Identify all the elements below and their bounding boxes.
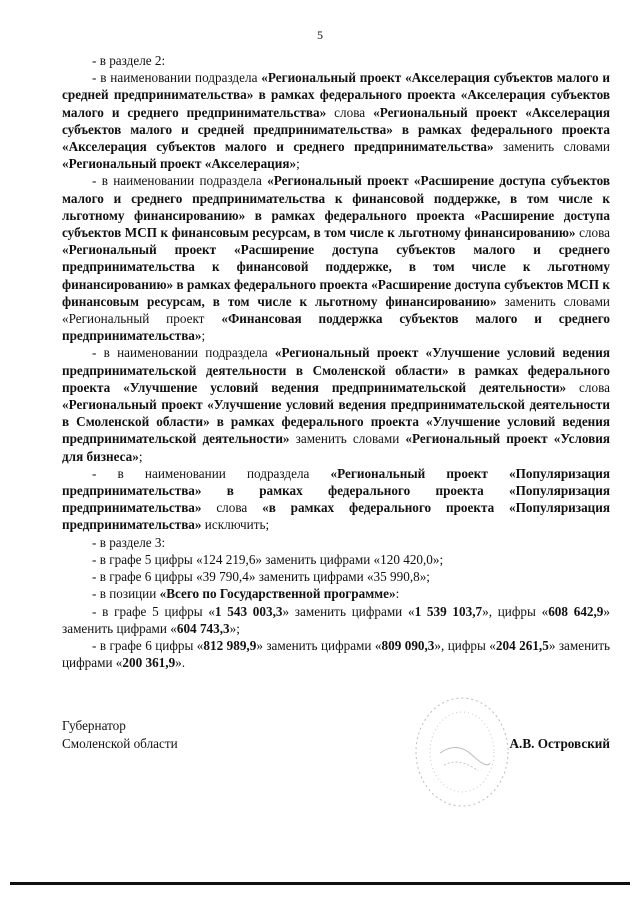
- text-run: исключить;: [201, 517, 270, 533]
- text-run: - в графе 6 цифры «39 790,4» заменить цифрами «35 990,8»;: [92, 569, 430, 585]
- text-run: - в позиции: [92, 586, 160, 602]
- text-run: », цифры «: [482, 603, 549, 619]
- text-run: - в наименовании подраздела: [92, 345, 275, 361]
- text-run: » заменить цифрами «: [282, 603, 415, 619]
- bold-text: «в рамках федерального проекта «Популяризация предпринимательства»: [62, 500, 610, 533]
- text-run: » заменить цифрами «: [256, 637, 382, 653]
- paragraph: [62, 69, 610, 172]
- bold-text: 604 743,3: [176, 620, 230, 636]
- text-run: слова: [575, 225, 611, 241]
- bold-text: «Региональный проект «Улучшение условий ведения предпринимательской деятельности в Смоленской области» в рамках федерального проекта «Улучшение условий ведения предпринимательской деятельности»: [62, 345, 610, 395]
- bold-text: «Региональный проект «Популяризация предпринимательства» в рамках федерального проекта «Популяризация предпринимательства»: [62, 465, 610, 516]
- signature-block: [62, 717, 610, 753]
- text-run: :: [395, 586, 400, 602]
- text-run: ;: [201, 328, 206, 344]
- document-body: [62, 52, 610, 671]
- bottom-rule: [10, 882, 630, 885]
- text-run: слова: [326, 104, 374, 120]
- paragraph: [62, 52, 610, 69]
- bold-text: «Финансовая поддержка субъектов малого и среднего предпринимательства»: [62, 311, 610, 344]
- bold-text: 200 361,9: [122, 655, 176, 671]
- text-run: ;: [296, 156, 300, 172]
- paragraph: [62, 172, 610, 344]
- bold-text: 1 539 103,7: [414, 603, 483, 619]
- bold-text: «Региональный проект «Улучшение условий ведения предпринимательской деятельности в Смоленской области» в рамках федерального проекта «Улучшение условий ведения предпринимательской деятельности»: [62, 397, 610, 447]
- bold-text: «Региональный проект «Расширение доступа субъектов малого и среднего предпринимательства к финансовой поддержке, в том числе к льготному финансированию» в рамках федерального проекта «Расширение доступа субъектов МСП к финансовым ресурсам, в том числе к льготному финансированию»: [62, 242, 610, 309]
- paragraph: [62, 568, 610, 585]
- paragraph: [62, 551, 610, 568]
- paragraph: [62, 465, 610, 534]
- text-run: слова: [201, 500, 263, 516]
- bold-text: 204 261,5: [495, 637, 549, 653]
- bold-text: «Региональный проект «Расширение доступа субъектов малого и среднего предпринимательства к финансовой поддержке, в том числе к льготному финансированию» в рамках федерального проекта «Расширение доступа субъектов МСП к финансовым ресурсам, в том числе к льготному финансированию»: [62, 173, 610, 241]
- text-run: - в разделе 3:: [92, 534, 166, 550]
- region-name: Смоленской области: [62, 736, 178, 751]
- bold-text: «Региональный проект «Акселерация субъектов малого и средней предпринимательства» в рамках федерального проекта «Акселерация субъектов малого и среднего предпринимательства»: [62, 70, 610, 120]
- page-number: 5: [317, 28, 323, 42]
- bold-text: 608 642,9: [548, 603, 604, 619]
- text-run: заменить словами: [289, 431, 406, 447]
- text-run: - в наименовании подраздела: [92, 465, 331, 481]
- paragraph: [62, 603, 610, 637]
- text-run: слова: [566, 379, 610, 395]
- paragraph: [62, 637, 610, 671]
- text-run: ;: [138, 448, 143, 464]
- text-run: ».: [175, 655, 186, 671]
- text-run: » заменить цифрами «: [62, 603, 610, 636]
- text-run: »;: [229, 620, 240, 636]
- text-run: - в разделе 2:: [92, 53, 166, 68]
- text-run: », цифры «: [434, 637, 496, 653]
- bold-text: «Региональный проект «Условия для бизнеса»: [62, 431, 610, 464]
- text-run: заменить словами «Региональный проект: [62, 293, 610, 327]
- text-run: заменить словами: [493, 139, 610, 155]
- paragraph: [62, 534, 610, 551]
- governor-title: Губернатор: [62, 718, 126, 733]
- bold-text: «Региональный проект «Акселерация»: [62, 156, 297, 172]
- bold-text: 812 989,9: [203, 637, 257, 653]
- paragraph: [62, 344, 610, 464]
- bold-text: «Всего по Государственной программе»: [159, 586, 396, 602]
- bold-text: «Региональный проект «Акселерация субъектов малого и средней предпринимательства» в рамках федерального проекта «Акселерация субъектов малого и среднего предпринимательства»: [62, 104, 610, 155]
- signatory-name: А.В. Островский: [509, 736, 610, 751]
- bold-text: 1 543 003,3: [214, 603, 283, 619]
- text-run: - в наименовании подраздела: [92, 70, 262, 86]
- text-run: - в наименовании подраздела: [92, 173, 268, 189]
- text-run: - в графе 5 цифры «124 219,6» заменить цифрами «120 420,0»;: [92, 551, 444, 567]
- text-run: » заменить цифрами «: [62, 637, 611, 671]
- bold-text: 809 090,3: [381, 637, 435, 653]
- paragraph: [62, 585, 610, 602]
- text-run: - в графе 6 цифры «: [92, 637, 204, 653]
- text-run: - в графе 5 цифры «: [92, 603, 215, 619]
